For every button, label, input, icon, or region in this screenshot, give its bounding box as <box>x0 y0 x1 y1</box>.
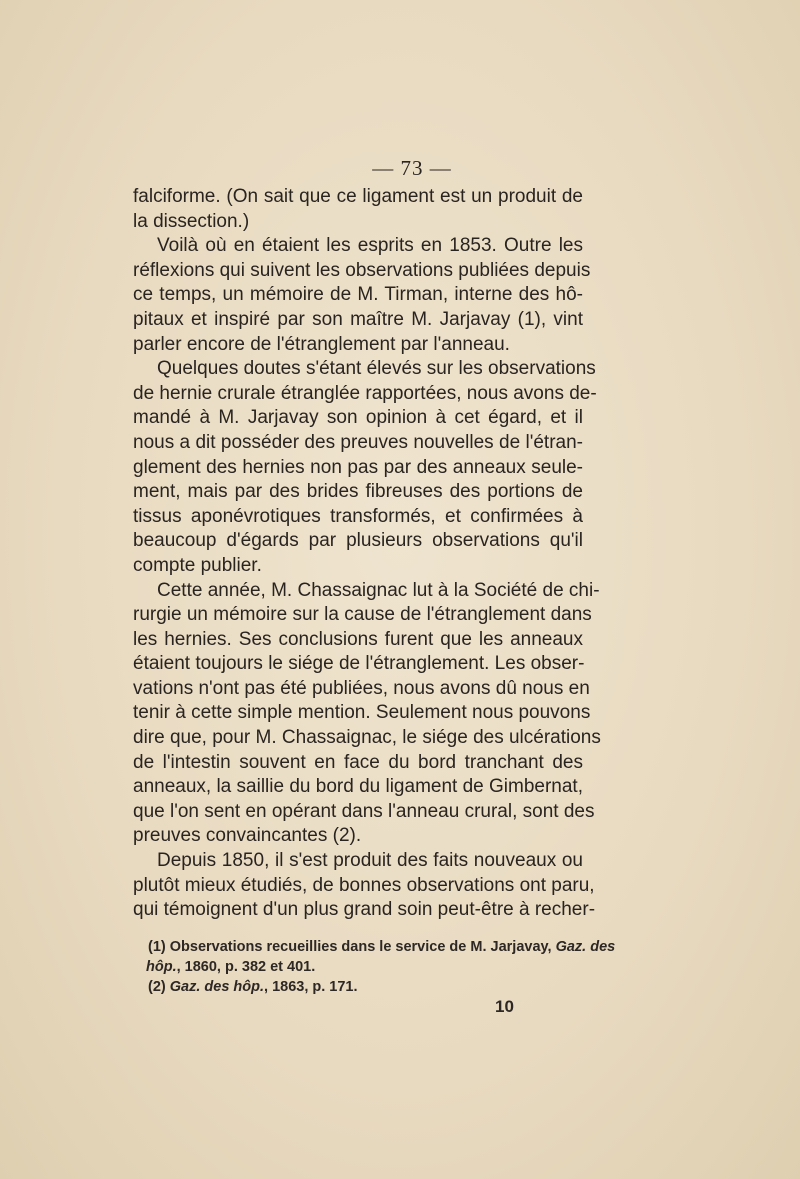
body-line: glement des hernies non pas par des anneaux seule- <box>133 456 583 478</box>
body-line: compte publier. <box>133 554 262 576</box>
footnote-1-journal: Gaz. des <box>555 939 616 955</box>
footnote-1-continuation <box>146 957 588 977</box>
page-number: — 73 — <box>372 156 452 180</box>
body-line: tissus aponévrotiques transformés, et confirmées à <box>133 505 583 527</box>
body-line: Voilà où en étaient les esprits en 1853. Outre les <box>157 235 583 257</box>
body-line: plutôt mieux étudiés, de bonnes observations ont paru, <box>133 874 595 896</box>
body-line: vations n'ont pas été publiées, nous avons dû nous en <box>133 677 590 699</box>
body-line: beaucoup d'égards par plusieurs observations qu'il <box>133 530 583 552</box>
body-line: que l'on sent en opérant dans l'anneau crural, sont des <box>133 800 595 822</box>
footnote-1-tail: , 1860, p. 382 et 401. <box>176 959 316 975</box>
body-line: Cette année, M. Chassaignac lut à la Société de chi- <box>157 579 600 601</box>
body-line: les hernies. Ses conclusions furent que les anneaux <box>133 628 583 650</box>
footnote-2-lead: (2) <box>148 979 170 995</box>
body-line: ce temps, un mémoire de M. Tirman, interne des hô- <box>133 284 583 306</box>
body-line: rurgie un mémoire sur la cause de l'étranglement dans <box>133 604 592 626</box>
body-line: réflexions qui suivent les observations publiées depuis <box>133 259 591 281</box>
body-line: tenir à cette simple mention. Seulement nous pouvons <box>133 702 591 724</box>
footnote-1-lead: (1) Observations recueillies dans le service de M. Jarjavay, <box>148 939 556 955</box>
body-line: étaient toujours le siége de l'étranglement. Les obser- <box>133 653 585 675</box>
footnote-2 <box>148 977 588 997</box>
body-line: dire que, pour M. Chassaignac, le siége des ulcérations <box>133 727 601 749</box>
body-line: qui témoignent d'un plus grand soin peut-être à recher- <box>133 899 596 921</box>
signature-mark: 10 <box>495 997 514 1016</box>
footnote-2-tail: , 1863, p. 171. <box>264 979 358 995</box>
footnote-1 <box>148 937 616 957</box>
body-line: ment, mais par des brides fibreuses des portions de <box>133 481 583 503</box>
body-line: Depuis 1850, il s'est produit des faits nouveaux ou <box>157 850 583 872</box>
body-line: anneaux, la saillie du bord du ligament de Gimbernat, <box>133 776 583 798</box>
body-line: de l'intestin souvent en face du bord tranchant des <box>133 751 583 773</box>
body-line: parler encore de l'étranglement par l'anneau. <box>133 333 510 355</box>
body-line: preuves convaincantes (2). <box>133 825 362 847</box>
body-line: falciforme. (On sait que ce ligament est un produit de <box>133 186 583 207</box>
body-line: pitaux et inspiré par son maître M. Jarjavay (1), vint <box>133 308 583 330</box>
body-text <box>133 185 601 923</box>
footnotes <box>146 937 616 997</box>
body-line: la dissection.) <box>133 210 250 232</box>
body-line: de hernie crurale étranglée rapportées, nous avons de- <box>133 382 597 404</box>
footnote-1-journal-2: hôp. <box>146 959 177 975</box>
footnote-2-journal: Gaz. des hôp. <box>169 979 265 995</box>
body-line: mandé à M. Jarjavay son opinion à cet égard, et il <box>133 407 583 429</box>
body-line: nous a dit posséder des preuves nouvelles de l'étran- <box>133 431 583 453</box>
body-line: Quelques doutes s'étant élevés sur les observations <box>157 358 596 380</box>
